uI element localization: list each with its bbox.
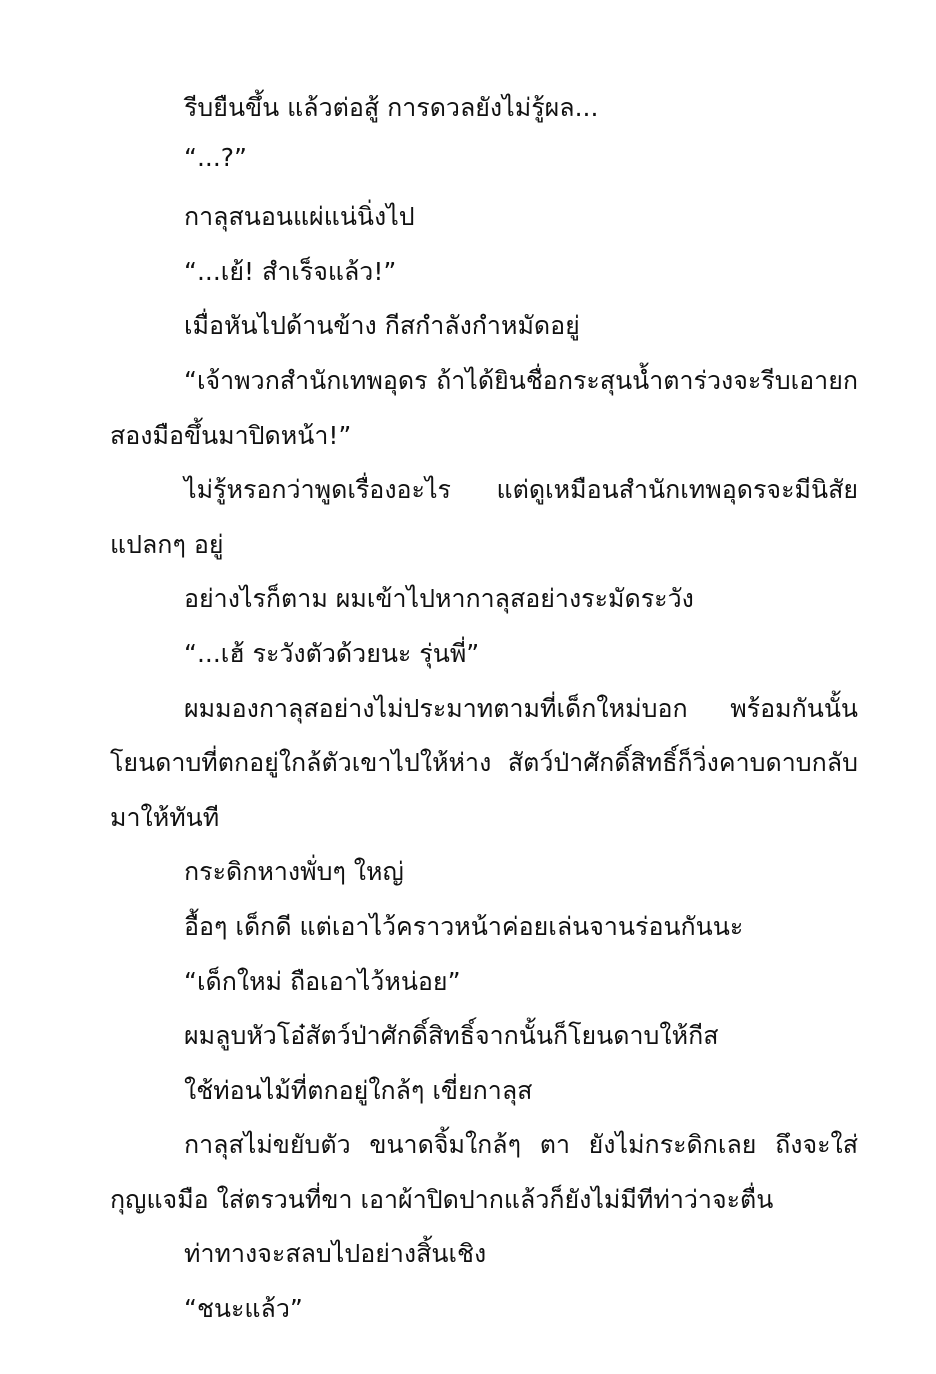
text-line: รีบยืนขึ้น แล้วต่อสู้ การดวลยังไม่รู้ผล...	[184, 93, 599, 122]
text-line: โยนดาบที่ตกอยู่ใกล้ตัวเขาไปให้ห่าง สัตว์ป่าศักดิ์สิทธิ์ก็วิ่งคาบดาบกลับ	[110, 748, 858, 778]
paragraph	[110, 689, 858, 853]
paragraph	[110, 143, 858, 198]
text-line: อย่างไรก็ตาม ผมเข้าไปหากาลุสอย่างระมัดระวัง	[184, 584, 694, 614]
text-line: “เจ้าพวกสำนักเทพอุดร ถ้าได้ยินชื่อกระสุนน้ำตาร่วงจะรีบเอายก	[184, 365, 858, 395]
text-line: ผมมองกาลุสอย่างไม่ประมาทตามที่เด็กใหม่บอก พร้อมกันนั้น	[184, 693, 858, 723]
text-line: สองมือขึ้นมาปิดหน้า!”	[110, 420, 352, 450]
paragraph	[110, 1289, 858, 1344]
text-line: ไม่รู้หรอกว่าพูดเรื่องอะไร แต่ดูเหมือนสำนักเทพอุดรจะมีนิสัย	[184, 475, 858, 505]
paragraph	[110, 579, 858, 634]
text-line: กุญแจมือ ใส่ตรวนที่ขา เอาผ้าปิดปากแล้วก็ยังไม่มีทีท่าว่าจะตื่น	[110, 1184, 774, 1214]
text-line: มาให้ทันที	[110, 802, 220, 832]
text-line: “เด็กใหม่ ถือเอาไว้หน่อย”	[184, 966, 461, 996]
text-line: ท่าทางจะสลบไปอย่างสิ้นเชิง	[184, 1239, 487, 1269]
paragraph	[110, 634, 858, 689]
text-line: เมื่อหันไปด้านข้าง กีสกำลังกำหมัดอยู่	[184, 311, 580, 341]
paragraph	[110, 470, 858, 579]
text-line: อื้อๆ เด็กดี แต่เอาไว้คราวหน้าค่อยเล่นจานร่อนกันนะ	[184, 911, 744, 941]
text-line: ผมลูบหัวโอ๋สัตว์ป่าศักดิ์สิทธิ์จากนั้นก็โยนดาบให้กีส	[184, 1021, 719, 1051]
text-line: “...?”	[184, 142, 248, 172]
paragraph	[110, 197, 858, 252]
text-line: ใช้ท่อนไม้ที่ตกอยู่ใกล้ๆ เขี่ยกาลุส	[184, 1075, 533, 1105]
paragraph	[110, 1234, 858, 1289]
paragraph	[110, 907, 858, 962]
paragraph	[110, 1071, 858, 1126]
text-line: “...เย้! สำเร็จแล้ว!”	[184, 256, 397, 286]
text-line: กาลุสไม่ขยับตัว ขนาดจิ้มใกล้ๆ ตา ยังไม่กระดิกเลย ถึงจะใส่	[184, 1130, 858, 1160]
text-line: “...เฮ้ ระวังตัวด้วยนะ รุ่นพี่”	[184, 638, 480, 668]
paragraph	[110, 361, 858, 470]
paragraph	[110, 306, 858, 361]
paragraph	[110, 252, 858, 307]
paragraph	[110, 88, 858, 143]
paragraph	[110, 1125, 858, 1234]
paragraph	[110, 852, 858, 907]
text-line: กระดิกหางพั่บๆ ใหญ่	[184, 857, 404, 887]
text-line: กาลุสนอนแผ่แน่นิ่งไป	[184, 202, 415, 232]
paragraph	[110, 1016, 858, 1071]
body-text	[110, 88, 858, 1344]
text-line: “ชนะแล้ว”	[184, 1294, 303, 1324]
paragraph	[110, 962, 858, 1017]
text-line: แปลกๆ อยู่	[110, 529, 224, 559]
